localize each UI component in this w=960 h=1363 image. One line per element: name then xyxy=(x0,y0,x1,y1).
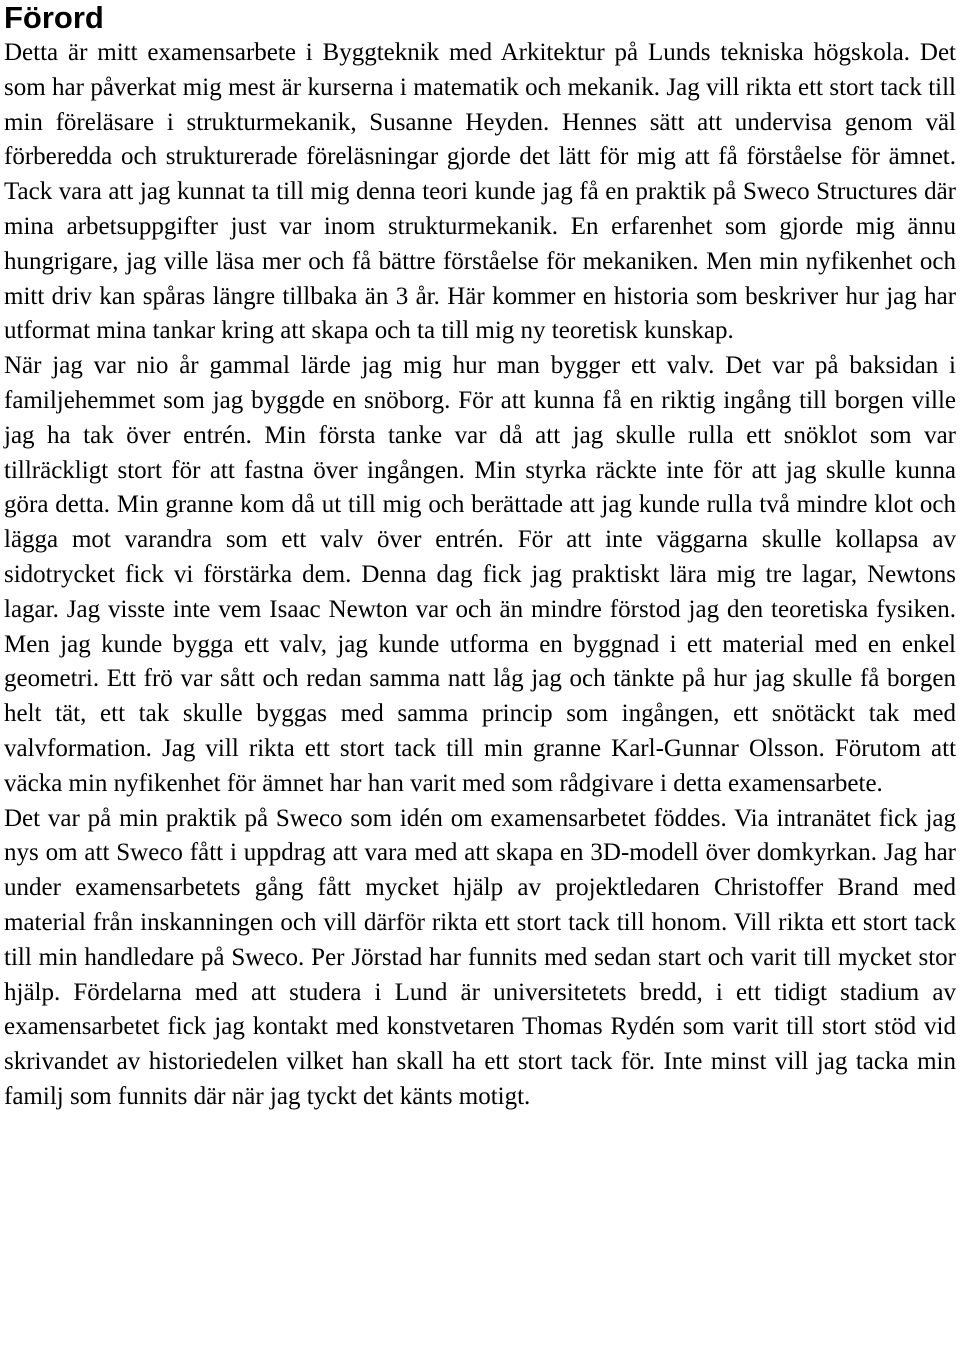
sentence: För att kunna få en riktig ingång till borgen ville jag ha tak över entrén. xyxy=(4,386,957,449)
sentence: Det som har påverkat mig mest är kurserna i matematik och mekanik. xyxy=(4,39,956,101)
sentence: Min första tanke var då att jag skulle rulla ett snöklot som var tillräckligt stort för att fastna över ingången. xyxy=(4,421,956,484)
sentence: När jag var nio år gammal lärde jag mig hur man bygger ett valv. xyxy=(4,352,715,380)
sentence: Men min nyfikenhet och mitt driv kan spåras längre tillbaka än 3 år. xyxy=(4,247,957,310)
sentence: Men jag kunde bygga ett valv, jag kunde utforma en byggnad i ett material med en enkel geometri. xyxy=(4,630,956,693)
sentence: Detta är mitt examensarbete i Byggteknik med Arkitektur på Lunds tekniska högskola. xyxy=(4,39,911,66)
sentence: Tack vara att jag kunnat ta till mig denna teori kunde jag få en praktik på Sweco Structures där mina arbetsuppgifter just var inom strukturmekanik. xyxy=(4,178,956,240)
sentence: Vill rikta ett stort tack till min handledare på Sweco. xyxy=(4,908,956,971)
paragraph-intro xyxy=(4,36,956,349)
sentence: Inte minst vill jag tacka min familj som funnits där när jag tyckt det känts motigt. xyxy=(4,1048,956,1110)
sentence: Per Jörstad har funnits med sedan start och varit till mycket stor hjälp. xyxy=(4,943,956,1006)
sentence: Min styrka räckte inte för att jag skulle kunna göra detta. xyxy=(4,456,957,519)
sentence: Här kommer en historia som beskriver hur jag har utformat mina tankar kring att skapa och ta till mig ny teoretisk kunskap. xyxy=(4,282,957,345)
sentence: Förutom att väcka min nyfikenhet för ämnet har han varit med som rådgivare i detta examensarbete. xyxy=(4,734,957,797)
sentence: För att inte väggarna skulle kollapsa av sidotrycket fick vi förstärka dem. xyxy=(4,526,957,588)
sentence: Ett frö var sått och redan samma natt låg jag och tänkte på hur jag skulle få borgen helt tät, ett tak skulle byggas med samma princip som ingången, ett snötäckt tak med valvformation. xyxy=(4,665,957,762)
sentence: Jag visste inte vem Isaac Newton var och än mindre förstod jag den teoretiska fysiken. xyxy=(66,595,957,623)
page-title: Förord xyxy=(4,0,104,35)
sentence: Det var på min praktik på Sweco som idén om examensarbetet föddes. xyxy=(4,804,727,832)
paragraph-snowfort-story xyxy=(4,349,956,801)
sentence: Denna dag fick jag praktiskt lära mig tre lagar, Newtons lagar. xyxy=(4,560,956,623)
sentence: Jag vill rikta ett stort tack till min granne Karl-Gunnar Olsson. xyxy=(162,734,825,762)
sentence: Jag har under examensarbetets gång fått mycket hjälp av projektledaren Christoffer Brand med material från inskanningen och vill därför rikta ett stort tack till honom. xyxy=(4,839,956,936)
sentence: Via intranätet fick jag nys om att Sweco fått i uppdrag att vara med att skapa en 3D-modell över domkyrkan. xyxy=(4,804,956,867)
sentence: Fördelarna med att studera i Lund är universitetets bredd, i ett tidigt stadium av examensarbetet fick jag kontakt med konstvetaren Thomas Rydén som varit till stort stöd vid skrivandet av historiedelen vilket han skall ha ett stort tack för. xyxy=(4,978,956,1076)
sentence: En erfarenhet som gjorde mig ännu hungrigare, jag ville läsa mer och få bättre förståelse för mekaniken. xyxy=(4,212,957,275)
sentence: Jag vill rikta ett stort tack till min föreläsare i strukturmekanik, Susanne Heyden. xyxy=(4,73,956,136)
sentence: Min granne kom då ut till mig och berättade att jag kunde rulla två mindre klot och lägga mot varandra som ett valv över entrén. xyxy=(4,491,957,554)
sentence: Det var på baksidan i familjehemmet som jag byggde en snöborg. xyxy=(4,352,956,414)
sentence: Hennes sätt att undervisa genom väl förberedda och strukturerade föreläsningar gjorde det lätt för mig att få förståelse för ämnet. xyxy=(4,108,956,171)
paragraph-acknowledgements xyxy=(4,802,956,1115)
